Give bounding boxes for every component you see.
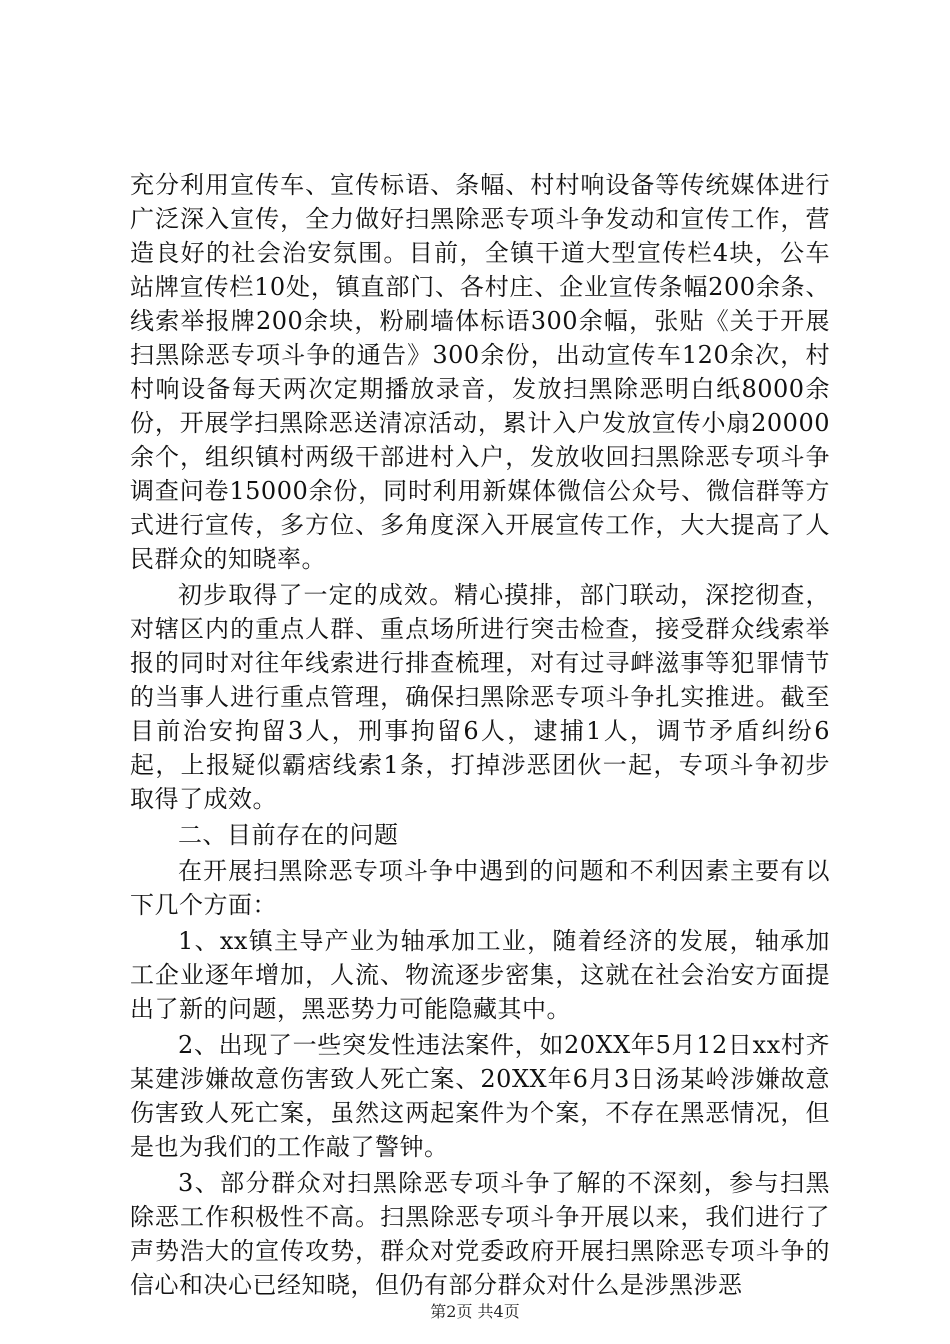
paragraph-problem-1: 1、xx镇主导产业为轴承加工业，随着经济的发展，轴承加工企业逐年增加，人流、物流逐步密集，这就在社会治安方面提出了新的问题，黑恶势力可能隐藏其中。: [130, 927, 830, 1023]
document-body: [130, 168, 830, 1304]
paragraph-results: 初步取得了一定的成效。精心摸排，部门联动，深挖彻查，对辖区内的重点人群、重点场所进行突击检查，接受群众线索举报的同时对往年线索进行排查梳理，对有过寻衅滋事等犯罪情节的当事人进行重点管理，确保扫黑除恶专项斗争扎实推进。截至目前治安拘留3人，刑事拘留6人，逮捕1人，调节矛盾纠纷6起，上报疑似霸痞线索1条，打掉涉恶团伙一起，专项斗争初步取得了成效。: [130, 581, 830, 813]
paragraph-problem-2: 2、出现了一些突发性违法案件，如20XX年5月12日xx村齐某建涉嫌故意伤害致人死亡案、20XX年6月3日汤某岭涉嫌故意伤害致人死亡案，虽然这两起案件为个案，不存在黑恶情况，但是也为我们的工作敲了警钟。: [130, 1031, 830, 1161]
paragraph-problem-3: 3、部分群众对扫黑除恶专项斗争了解的不深刻，参与扫黑除恶工作积极性不高。扫黑除恶专项斗争开展以来，我们进行了声势浩大的宣传攻势，群众对党委政府开展扫黑除恶专项斗争的信心和决心已经知晓，但仍有部分群众对什么是涉黑涉恶: [130, 1169, 830, 1299]
page-number-footer: 第2页 共4页: [430, 1302, 520, 1321]
paragraph-publicity: 充分利用宣传车、宣传标语、条幅、村村响设备等传统媒体进行广泛深入宣传，全力做好扫黑除恶专项斗争发动和宣传工作，营造良好的社会治安氛围。目前，全镇干道大型宣传栏4块，公车站牌宣传栏10处，镇直部门、各村庄、企业宣传条幅200余条、线索举报牌200余块，粉刷墙体标语300余幅，张贴《关于开展扫黑除恶专项斗争的通告》300余份，出动宣传车120余次，村村响设备每天两次定期播放录音，发放扫黑除恶明白纸8000余份，开展学扫黑除恶送清凉活动，累计入户发放宣传小扇20000余个，组织镇村两级干部进村入户，发放收回扫黑除恶专项斗争调查问卷15000余份，同时利用新媒体微信公众号、微信群等方式进行宣传，多方位、多角度深入开展宣传工作，大大提高了人民群众的知晓率。: [130, 171, 830, 573]
section-heading-problems: 二、目前存在的问题: [178, 821, 399, 849]
paragraph-problems-intro: 在开展扫黑除恶专项斗争中遇到的问题和不利因素主要有以下几个方面：: [130, 857, 830, 919]
